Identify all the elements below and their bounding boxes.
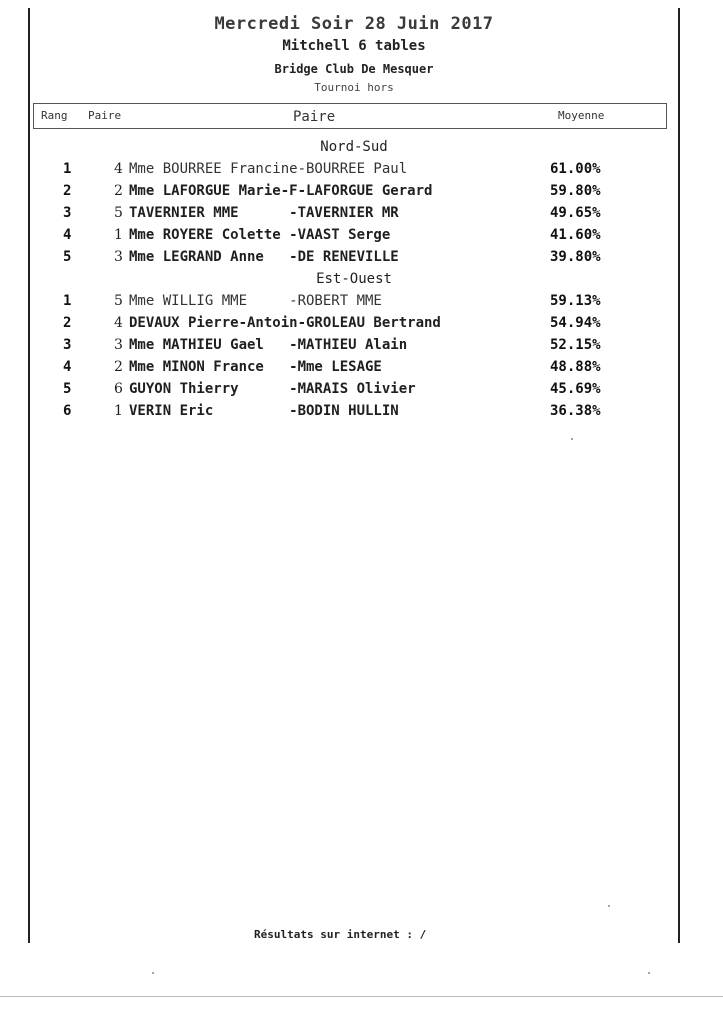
pair-names-cell: Mme ROYERE Colette -VAAST Serge	[129, 227, 391, 243]
table-row	[0, 161, 723, 183]
table-row	[0, 337, 723, 359]
score-cell: 49.65%	[550, 205, 601, 221]
rank-cell: 3	[63, 205, 72, 221]
footer-results-link: Résultats sur internet : /	[254, 928, 427, 941]
pair-number-cell: 3	[114, 249, 123, 265]
scan-speck	[571, 438, 573, 440]
rank-cell: 4	[63, 227, 72, 243]
score-cell: 45.69%	[550, 381, 601, 397]
pair-number-cell: 1	[114, 403, 123, 419]
rank-cell: 5	[63, 249, 72, 265]
rank-cell: 4	[63, 359, 72, 375]
rank-cell: 1	[63, 293, 72, 309]
rank-cell: 6	[63, 403, 72, 419]
table-row	[0, 381, 723, 403]
page-title: Mercredi Soir 28 Juin 2017	[214, 14, 494, 34]
pair-number-cell: 2	[114, 183, 123, 199]
table-row	[0, 403, 723, 425]
table-row	[0, 183, 723, 205]
score-cell: 36.38%	[550, 403, 601, 419]
score-cell: 59.80%	[550, 183, 601, 199]
table-row	[0, 315, 723, 337]
pair-names-cell: Mme BOURREE Francine-BOURREE Paul	[129, 161, 408, 177]
section-title-nord-sud: Nord-Sud	[320, 139, 388, 155]
pair-names-cell: Mme WILLIG MME -ROBERT MME	[129, 293, 382, 309]
scan-speck	[648, 972, 650, 974]
rank-cell: 1	[63, 161, 72, 177]
table-row	[0, 249, 723, 271]
pair-names-cell: Mme MINON France -Mme LESAGE	[129, 359, 382, 375]
scan-speck	[608, 905, 610, 907]
table-row	[0, 359, 723, 381]
pair-names-cell: TAVERNIER MME -TAVERNIER MR	[129, 205, 399, 221]
section-title-est-ouest: Est-Ouest	[316, 271, 392, 287]
column-header-moyenne: Moyenne	[558, 109, 605, 122]
rank-cell: 3	[63, 337, 72, 353]
score-cell: 48.88%	[550, 359, 601, 375]
rank-cell: 2	[63, 183, 72, 199]
page-right-border	[678, 8, 680, 943]
column-header-pair-number: Paire	[88, 109, 122, 122]
pair-number-cell: 4	[114, 161, 123, 177]
pair-number-cell: 3	[114, 337, 123, 353]
pair-number-cell: 6	[114, 381, 123, 397]
club-name: Bridge Club De Mesquer	[274, 62, 434, 76]
pair-number-cell: 4	[114, 315, 123, 331]
pair-number-cell: 5	[114, 205, 123, 221]
pair-number-cell: 2	[114, 359, 123, 375]
pair-names-cell: Mme LEGRAND Anne -DE RENEVILLE	[129, 249, 399, 265]
score-cell: 54.94%	[550, 315, 601, 331]
pair-names-cell: Mme LAFORGUE Marie-F-LAFORGUE Gerard	[129, 183, 433, 199]
pair-names-cell: Mme MATHIEU Gael -MATHIEU Alain	[129, 337, 408, 353]
pair-number-cell: 1	[114, 227, 123, 243]
table-row	[0, 227, 723, 249]
score-cell: 52.15%	[550, 337, 601, 353]
score-cell: 41.60%	[550, 227, 601, 243]
score-cell: 59.13%	[550, 293, 601, 309]
bottom-rule	[0, 996, 723, 997]
score-cell: 39.80%	[550, 249, 601, 265]
score-cell: 61.00%	[550, 161, 601, 177]
movement-subtitle: Mitchell 6 tables	[282, 38, 426, 54]
column-header-pair-names: Paire	[293, 109, 336, 125]
table-row	[0, 293, 723, 315]
pair-number-cell: 5	[114, 293, 123, 309]
scan-speck	[152, 972, 154, 974]
tournament-type: Tournoi hors	[314, 81, 394, 94]
pair-names-cell: GUYON Thierry -MARAIS Olivier	[129, 381, 416, 397]
column-header-rang: Rang	[41, 109, 68, 122]
table-row	[0, 205, 723, 227]
rank-cell: 2	[63, 315, 72, 331]
pair-names-cell: VERIN Eric -BODIN HULLIN	[129, 403, 399, 419]
pair-names-cell: DEVAUX Pierre-Antoin-GROLEAU Bertrand	[129, 315, 441, 331]
rank-cell: 5	[63, 381, 72, 397]
